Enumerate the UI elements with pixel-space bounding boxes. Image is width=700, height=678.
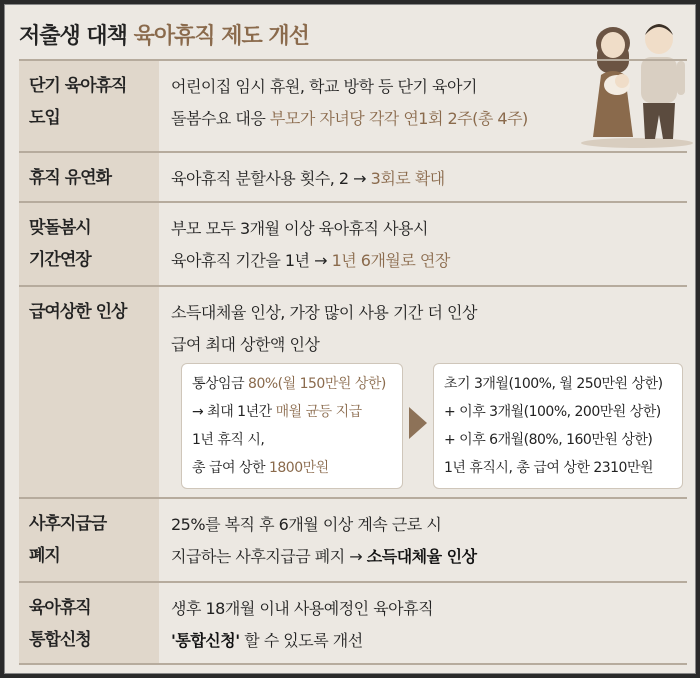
section-label: 맞돌봄시 기간연장 bbox=[19, 203, 159, 285]
body-line: 부모 모두 3개월 이상 육아휴직 사용시 bbox=[171, 219, 428, 238]
body-line: 육아휴직 기간을 1년 → 1년 6개월로 연장 bbox=[171, 251, 450, 270]
body-line: 생후 18개월 이내 사용예정인 육아휴직 bbox=[171, 599, 434, 618]
section-extension bbox=[19, 201, 687, 285]
section-body bbox=[159, 153, 687, 201]
body-line: '통합신청' 할 수 있도록 개선 bbox=[171, 631, 363, 650]
section-body bbox=[159, 499, 687, 581]
after-line: 1년 휴직시, 총 급여 상한 2310만원 bbox=[444, 460, 654, 476]
after-line: 초기 3개월(100%, 월 250만원 상한) bbox=[444, 376, 663, 392]
before-box bbox=[181, 363, 403, 489]
section-flexible-leave bbox=[19, 151, 687, 201]
after-box bbox=[433, 363, 683, 489]
title-main: 저출생 대책 bbox=[19, 24, 134, 49]
after-line: + 이후 6개월(80%, 160만원 상한) bbox=[444, 432, 653, 448]
section-body bbox=[159, 583, 687, 663]
before-line: 총 급여 상한 1800만원 bbox=[192, 460, 329, 476]
right-arrow-icon bbox=[409, 407, 427, 439]
section-label: 급여상한 인상 bbox=[19, 287, 159, 497]
body-line: 소득대체율 인상, 가장 많이 사용 기간 더 인상 bbox=[171, 303, 477, 322]
section-label: 육아휴직 통합신청 bbox=[19, 583, 159, 663]
title-highlight: 육아휴직 제도 개선 bbox=[133, 24, 309, 49]
before-line: → 최대 1년간 매월 균등 지급 bbox=[192, 404, 362, 420]
section-body bbox=[159, 61, 687, 151]
body-line: 25%를 복직 후 6개월 이상 계속 근로 시 bbox=[171, 515, 442, 534]
before-line: 통상임금 80%(월 150만원 상한) bbox=[192, 376, 386, 392]
section-body bbox=[159, 203, 687, 285]
after-line: + 이후 3개월(100%, 200만원 상한) bbox=[444, 404, 661, 420]
before-line: 1년 휴직 시, bbox=[192, 432, 265, 448]
section-benefit-cap bbox=[19, 285, 687, 497]
infographic-frame bbox=[4, 4, 696, 674]
body-line: 육아휴직 분할사용 횟수, 2 → 3회로 확대 bbox=[171, 169, 445, 188]
body-line: 돌봄수요 대응 부모가 자녀당 각각 연1회 2주(총 4주) bbox=[171, 109, 528, 128]
section-label: 사후지급금 폐지 bbox=[19, 499, 159, 581]
body-line: 급여 최대 상한액 인상 bbox=[171, 335, 320, 354]
section-deferred-payment bbox=[19, 497, 687, 581]
page-title bbox=[19, 19, 309, 50]
section-label: 단기 육아휴직 도입 bbox=[19, 61, 159, 151]
section-label: 휴직 유연화 bbox=[19, 153, 159, 201]
section-integrated-application bbox=[19, 581, 687, 665]
section-short-term-leave bbox=[19, 59, 687, 151]
body-line: 어린이집 임시 휴원, 학교 방학 등 단기 육아기 bbox=[171, 77, 477, 96]
body-line: 지급하는 사후지급금 폐지 → 소득대체율 인상 bbox=[171, 547, 477, 566]
